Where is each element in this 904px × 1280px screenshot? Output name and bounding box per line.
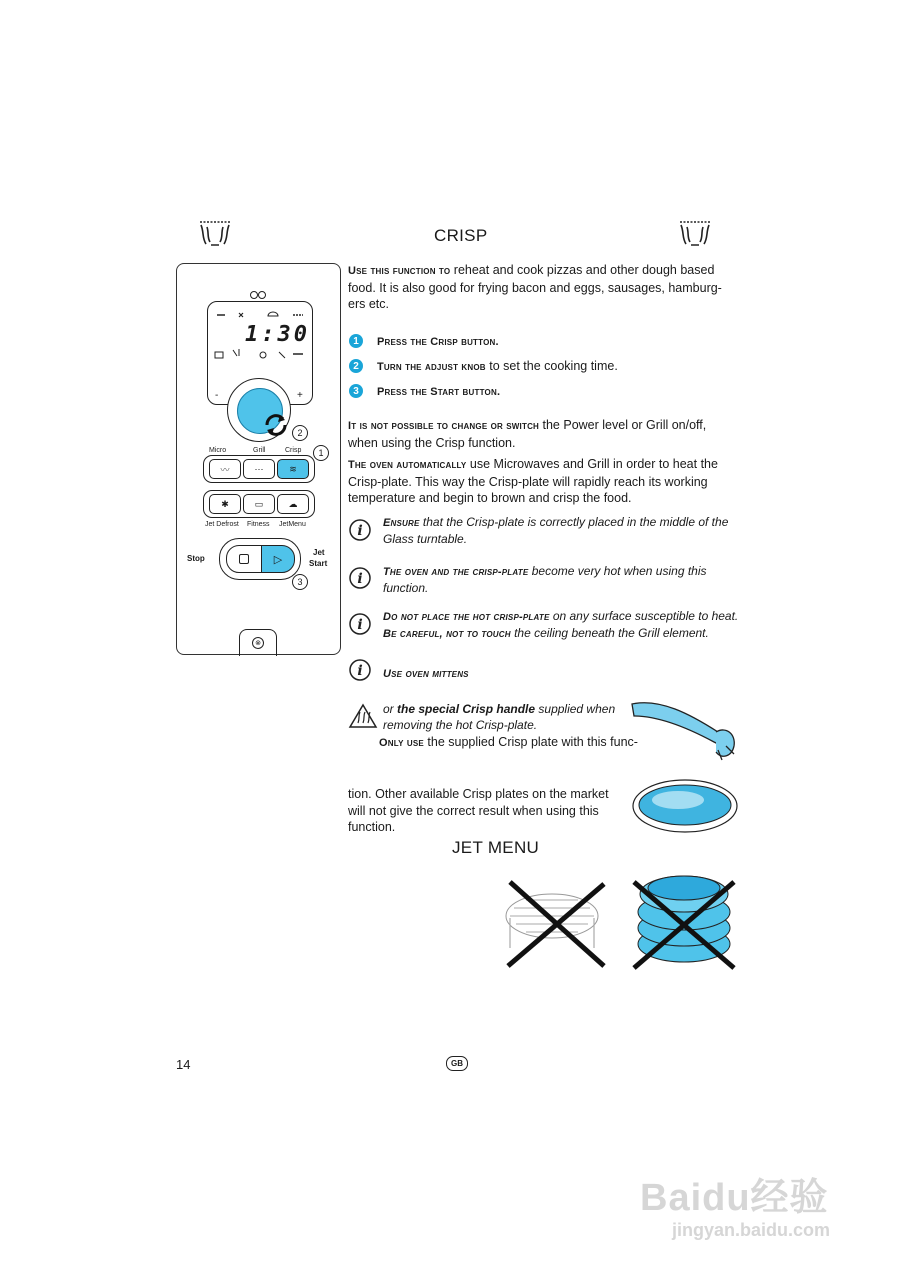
callout-1: 1 bbox=[313, 445, 329, 461]
play-icon: ▷ bbox=[273, 553, 283, 566]
watermark-url: jingyan.baidu.com bbox=[672, 1220, 831, 1240]
para1-lead: It is not possible to change or switch bbox=[348, 420, 540, 432]
control-panel-illustration bbox=[176, 263, 341, 655]
note-hot bbox=[383, 563, 743, 596]
grill-button[interactable]: ⋯ bbox=[243, 459, 275, 479]
step-lead: Press the Start button. bbox=[377, 386, 501, 398]
wire-rack-not-allowed-illustration bbox=[500, 876, 610, 972]
section-title-jet-menu: JET MENU bbox=[452, 838, 540, 857]
only-use-cont-text: tion. Other available Crisp plates on the market will not give the correct result when using this function. bbox=[348, 787, 609, 834]
stop-label: Stop bbox=[187, 554, 205, 563]
micro-label: Micro bbox=[209, 447, 227, 454]
svg-text:i: i bbox=[357, 571, 363, 587]
info-icon bbox=[349, 659, 371, 681]
paragraph-no-change bbox=[348, 417, 736, 451]
grill-label: Grill bbox=[253, 447, 266, 454]
page-title: CRISP bbox=[434, 226, 488, 245]
display-mode-icons bbox=[213, 308, 305, 368]
note-lead: Do not place the hot crisp-plate bbox=[383, 611, 550, 623]
warning-handle bbox=[383, 701, 628, 733]
display-time: 1:30 bbox=[245, 322, 310, 347]
rotate-arrows-icon bbox=[263, 412, 289, 438]
page-number: 14 bbox=[176, 1057, 191, 1072]
grill-crisp-icon-right bbox=[678, 218, 712, 248]
step-3 bbox=[349, 382, 739, 400]
jet-defrost-label: Jet Defrost bbox=[205, 521, 239, 528]
note-lead: The oven and the crisp-plate bbox=[383, 566, 529, 578]
paragraph-automatic bbox=[348, 456, 736, 507]
para2-lead: The oven automatically bbox=[348, 459, 467, 471]
crisp-plate-illustration bbox=[630, 778, 740, 836]
step-lead: Press the Crisp button. bbox=[377, 336, 499, 348]
jetmenu-label: JetMenu bbox=[279, 521, 306, 528]
watermark-brand: Baidu经验 bbox=[640, 1177, 829, 1219]
note-text: that the Crisp-plate is correctly placed in the middle of the Glass turntable. bbox=[383, 515, 729, 546]
fitness-button[interactable]: ▭ bbox=[243, 494, 275, 514]
crisp-label: Crisp bbox=[285, 447, 302, 454]
note-text: on any surface susceptible to heat. bbox=[549, 609, 739, 623]
svg-text:i: i bbox=[357, 523, 363, 539]
para1-text: the Power level or Grill on/off, when using the Crisp function. bbox=[348, 418, 707, 450]
warning-bold: the special Crisp handle bbox=[397, 702, 536, 716]
jet-label: Jet bbox=[313, 548, 325, 557]
jet-menu-button[interactable]: ☁ bbox=[277, 494, 309, 514]
knob-minus-label: - bbox=[215, 390, 219, 401]
start-button[interactable] bbox=[261, 545, 295, 573]
intro-paragraph bbox=[348, 262, 736, 313]
note-surface bbox=[383, 608, 743, 642]
only-use-continued bbox=[348, 786, 623, 836]
step-list bbox=[349, 332, 739, 400]
crisp-handle-illustration bbox=[630, 694, 740, 766]
intro-lead: Use this function to bbox=[348, 265, 451, 277]
grill-crisp-icon-left bbox=[198, 218, 232, 248]
intro-text: reheat and cook pizzas and other dough based food. It is also good for frying bacon and eggs, sausages, hamburg-ers etc. bbox=[348, 263, 722, 311]
knob-plus-label: + bbox=[297, 390, 303, 401]
note-text-2: the ceiling beneath the Grill element. bbox=[510, 626, 709, 640]
only-use-line bbox=[379, 734, 654, 752]
para2-text: use Microwaves and Grill in order to heat the Crisp-plate. This way the Crisp-plate will rapidly reach its working temperature and begin to brown and crisp the food. bbox=[348, 457, 718, 505]
svg-text:i: i bbox=[357, 663, 363, 679]
info-icon bbox=[349, 519, 371, 541]
note-mittens bbox=[383, 665, 743, 682]
step-text: to set the cooking time. bbox=[485, 359, 618, 373]
note-lead-2: Be careful, not to touch bbox=[383, 628, 511, 640]
micro-button[interactable]: 〰 bbox=[209, 459, 241, 479]
info-icon bbox=[349, 613, 371, 635]
note-ensure bbox=[383, 514, 743, 547]
info-icon bbox=[349, 567, 371, 589]
step-2 bbox=[349, 357, 739, 375]
note-text: become very hot when using this function. bbox=[383, 564, 707, 595]
stop-square-icon bbox=[239, 554, 249, 564]
crisp-button[interactable]: ≋ bbox=[277, 459, 309, 479]
svg-text:i: i bbox=[357, 617, 363, 633]
stop-button[interactable] bbox=[226, 545, 262, 573]
clock-power-icon bbox=[249, 290, 267, 300]
start-label: Start bbox=[309, 559, 328, 568]
step-lead: Turn the adjust knob bbox=[377, 361, 486, 373]
note-lead: Ensure bbox=[383, 517, 420, 529]
warning-post: supplied when removing the hot Crisp-plate. bbox=[383, 702, 616, 732]
hot-surface-warning-icon bbox=[348, 703, 378, 729]
door-open-button[interactable] bbox=[239, 629, 277, 656]
jet-defrost-button[interactable]: ✱ bbox=[209, 494, 241, 514]
fitness-label: Fitness bbox=[247, 521, 270, 528]
stacked-plates-not-allowed-illustration bbox=[628, 864, 738, 972]
door-icon: ⊗ bbox=[252, 637, 264, 649]
region-badge: GB bbox=[446, 1056, 468, 1071]
callout-2: 2 bbox=[292, 425, 308, 441]
warning-pre: or bbox=[383, 702, 398, 716]
only-use-text: the supplied Crisp plate with this func- bbox=[423, 735, 638, 749]
step-number: 1 bbox=[349, 334, 363, 348]
step-number: 2 bbox=[349, 359, 363, 373]
step-1 bbox=[349, 332, 739, 350]
step-number: 3 bbox=[349, 384, 363, 398]
callout-3: 3 bbox=[292, 574, 308, 590]
note-lead: Use oven mittens bbox=[383, 668, 469, 680]
only-use-lead: Only use bbox=[379, 737, 424, 749]
